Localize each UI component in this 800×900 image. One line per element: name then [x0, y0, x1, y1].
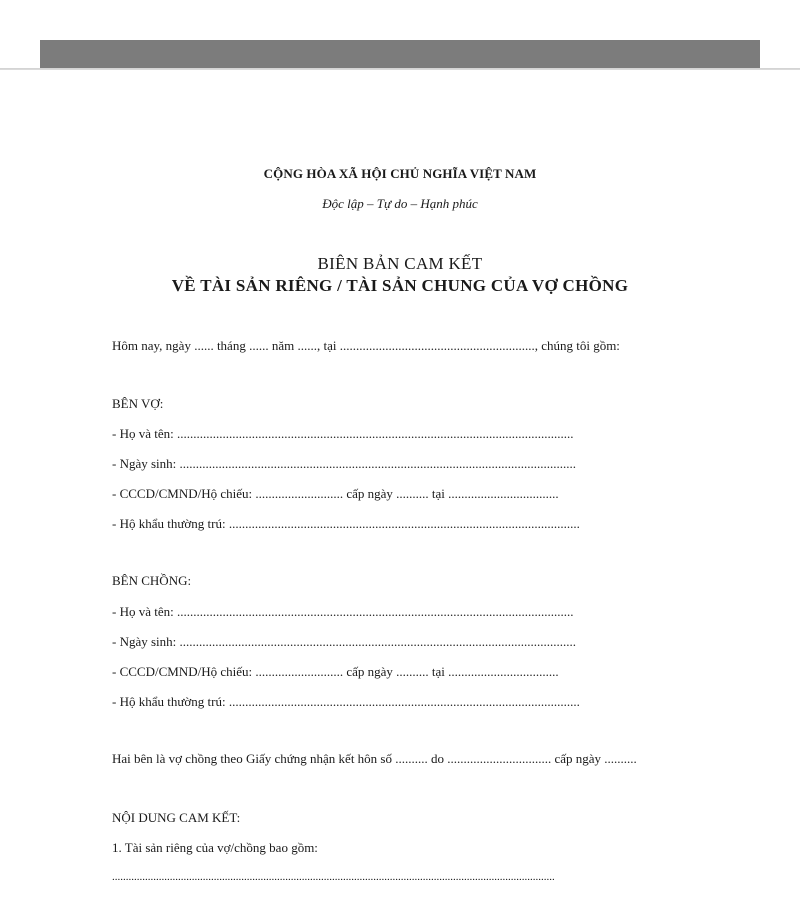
wife-address-field: - Hộ khẩu thường trú: ............................................................................................................ — [112, 516, 580, 531]
marriage-certificate-line: Hai bên là vợ chồng theo Giấy chứng nhận kết hôn số .......... do ................................ cấp ngày .......... — [112, 751, 637, 766]
commitment-heading: NỘI DUNG CAM KẾT: — [112, 810, 241, 825]
husband-dob-field: - Ngày sinh: .......................................................................................................................... — [112, 634, 577, 649]
wife-name-field: - Họ và tên: .......................................................................................................................... — [112, 426, 574, 441]
commitment-blank-line: ................................................................................................................................................................. — [112, 871, 555, 883]
commitment-item-1: 1. Tài sản riêng của vợ/chồng bao gồm: — [112, 840, 318, 855]
wife-heading: BÊN VỢ: — [112, 396, 164, 411]
nation-heading: CỘNG HÒA XÃ HỘI CHỦ NGHĨA VIỆT NAM — [263, 166, 537, 181]
wife-id-field: - CCCD/CMND/Hộ chiếu: ........................... cấp ngày .......... tại .................................. — [112, 486, 559, 501]
husband-id-field: - CCCD/CMND/Hộ chiếu: ........................... cấp ngày .......... tại .................................. — [112, 664, 559, 679]
viewer-toolbar — [40, 40, 760, 68]
document-page — [0, 70, 800, 900]
document-title-line1: BIÊN BẢN CAM KẾT — [317, 254, 483, 273]
document-title-line2: VỀ TÀI SẢN RIÊNG / TÀI SẢN CHUNG CỦA VỢ CHỒNG — [171, 276, 629, 295]
wife-dob-field: - Ngày sinh: .......................................................................................................................... — [112, 456, 577, 471]
husband-heading: BÊN CHỒNG: — [112, 573, 192, 588]
husband-name-field: - Họ và tên: .......................................................................................................................... — [112, 604, 574, 619]
intro-line: Hôm nay, ngày ...... tháng ...... năm ......, tại ............................................................, chúng tôi gồm: — [112, 338, 620, 353]
husband-address-field: - Hộ khẩu thường trú: ............................................................................................................ — [112, 694, 580, 709]
motto: Độc lập – Tự do – Hạnh phúc — [322, 196, 478, 211]
